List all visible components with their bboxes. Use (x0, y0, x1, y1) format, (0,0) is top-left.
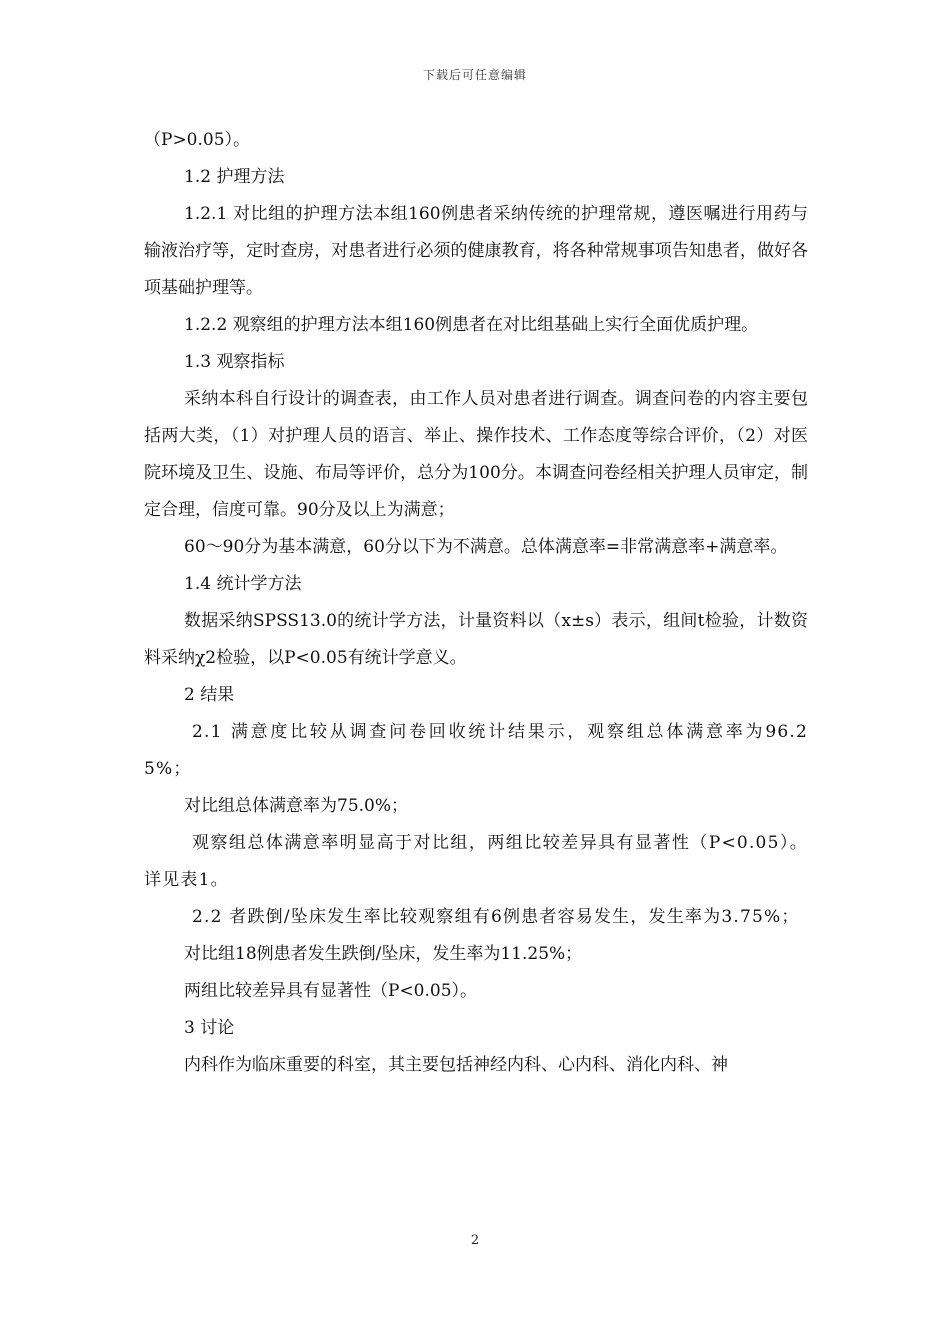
page-header: 下载后可任意编辑 (422, 68, 527, 82)
paragraph: 1.2.1 对比组的护理方法本组160例患者采纳传统的护理常规，遵医嘱进行用药与输液治疗等，定时查房，对患者进行必须的健康教育，将各种常规事项告知患者，做好各项基础护理等。 (144, 204, 808, 298)
document-body (144, 122, 808, 1084)
paragraph: 2.2 者跌倒/坠床发生率比较观察组有6例患者容易发生，发生率为3.75%； (192, 907, 800, 927)
paragraph: 采纳本科自行设计的调查表，由工作人员对患者进行调查。调查问卷的内容主要包括两大类，（1）对护理人员的语言、举止、操作技术、工作态度等综合评价，（2）对医院环境及卫生、设施、布局等评价，总分为100分。本调查问卷经相关护理人员审定，制定合理，信度可靠。90分及以上为满意； (144, 389, 808, 520)
paragraph: 60～90分为基本满意，60分以下为不满意。总体满意率=非常满意率+满意率。 (184, 537, 788, 557)
paragraph: （P>0.05）。 (144, 130, 251, 150)
paragraph: 对比组总体满意率为75.0%； (184, 796, 409, 816)
section-heading: 1.2 护理方法 (184, 167, 285, 187)
section-heading: 1.4 统计学方法 (184, 574, 302, 594)
paragraph: 数据采纳SPSS13.0的统计学方法，计量资料以（x±s）表示，组间t检验，计数资料采纳χ2检验，以P<0.05有统计学意义。 (144, 611, 808, 668)
paragraph: 2.1 满意度比较从调查问卷回收统计结果示，观察组总体满意率为96.25%； (144, 722, 808, 779)
page-number: 2 (470, 1233, 480, 1248)
paragraph: 两组比较差异具有显著性（P<0.05）。 (184, 981, 478, 1001)
paragraph: 1.2.2 观察组的护理方法本组160例患者在对比组基础上实行全面优质护理。 (184, 315, 759, 335)
section-heading: 3 讨论 (184, 1018, 235, 1038)
section-heading: 2 结果 (184, 685, 235, 705)
paragraph: 对比组18例患者发生跌倒/坠床，发生率为11.25%； (184, 944, 583, 964)
section-heading: 1.3 观察指标 (184, 352, 285, 372)
paragraph: 内科作为临床重要的科室，其主要包括神经内科、心内科、消化内科、神 (184, 1055, 728, 1075)
paragraph: 观察组总体满意率明显高于对比组，两组比较差异具有显著性（P<0.05）。详见表1。 (144, 833, 808, 890)
